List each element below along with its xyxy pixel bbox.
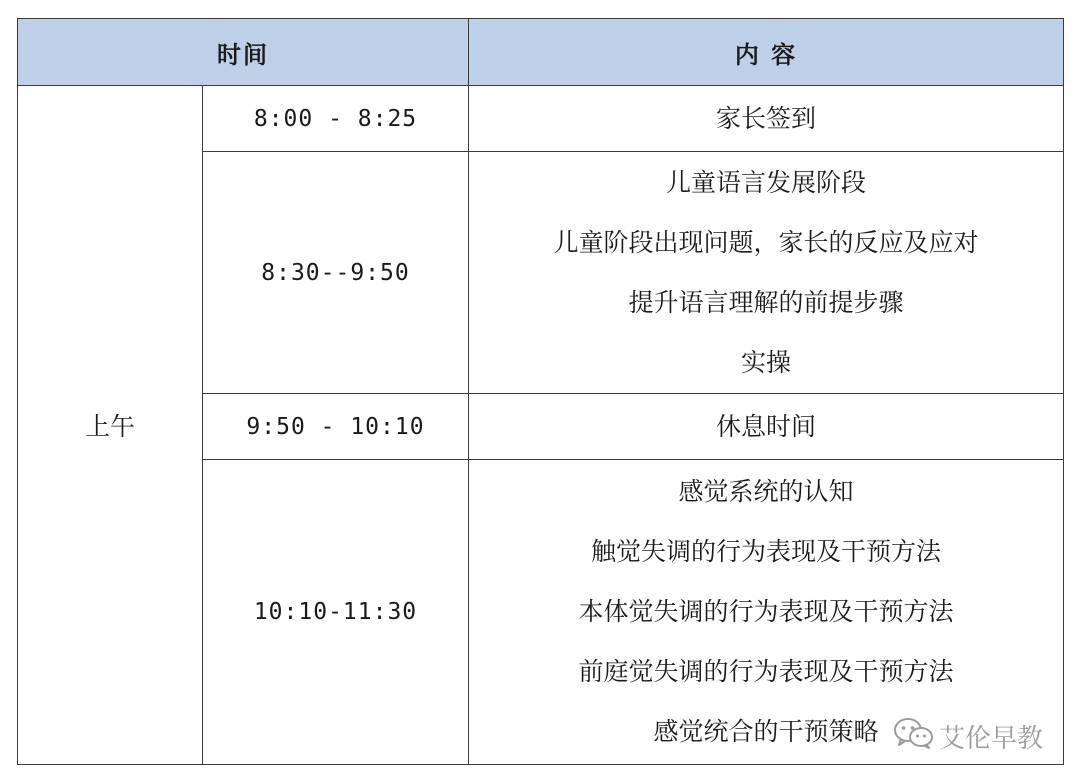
- schedule-table: [17, 18, 1064, 765]
- watermark: [893, 716, 1043, 757]
- content-item: 实操: [740, 347, 791, 377]
- time-cell: 8:00 - 8:25: [203, 86, 469, 152]
- wechat-icon: [893, 716, 939, 757]
- content-item: 感觉统合的干预策略: [653, 717, 879, 746]
- content-cell: [469, 152, 1064, 394]
- time-cell: 8:30--9:50: [203, 152, 469, 394]
- content-item: 前庭觉失调的行为表现及干预方法: [578, 657, 954, 686]
- content-cell: [469, 394, 1064, 460]
- header-row: [18, 19, 1064, 86]
- table-row: [18, 86, 1064, 152]
- content-item: 触觉失调的行为表现及干预方法: [590, 537, 941, 566]
- content-item: 家长签到: [715, 103, 816, 133]
- content-item: 感觉系统的认知: [678, 477, 854, 506]
- content-item: 儿童阶段出现问题，家长的反应及应对: [553, 227, 979, 257]
- period-cell: 上午: [18, 86, 203, 765]
- time-cell: 10:10-11:30: [203, 460, 469, 765]
- header-content: 内 容: [469, 19, 1064, 86]
- header-time: 时间: [18, 19, 469, 86]
- content-item: 提升语言理解的前提步骤: [628, 287, 904, 317]
- content-item: 儿童语言发展阶段: [665, 167, 866, 197]
- content-item: 本体觉失调的行为表现及干预方法: [578, 597, 954, 626]
- watermark-text: 艾伦早教: [939, 724, 1044, 754]
- content-item: 休息时间: [715, 411, 816, 441]
- time-cell: 9:50 - 10:10: [203, 394, 469, 460]
- content-cell: [469, 86, 1064, 152]
